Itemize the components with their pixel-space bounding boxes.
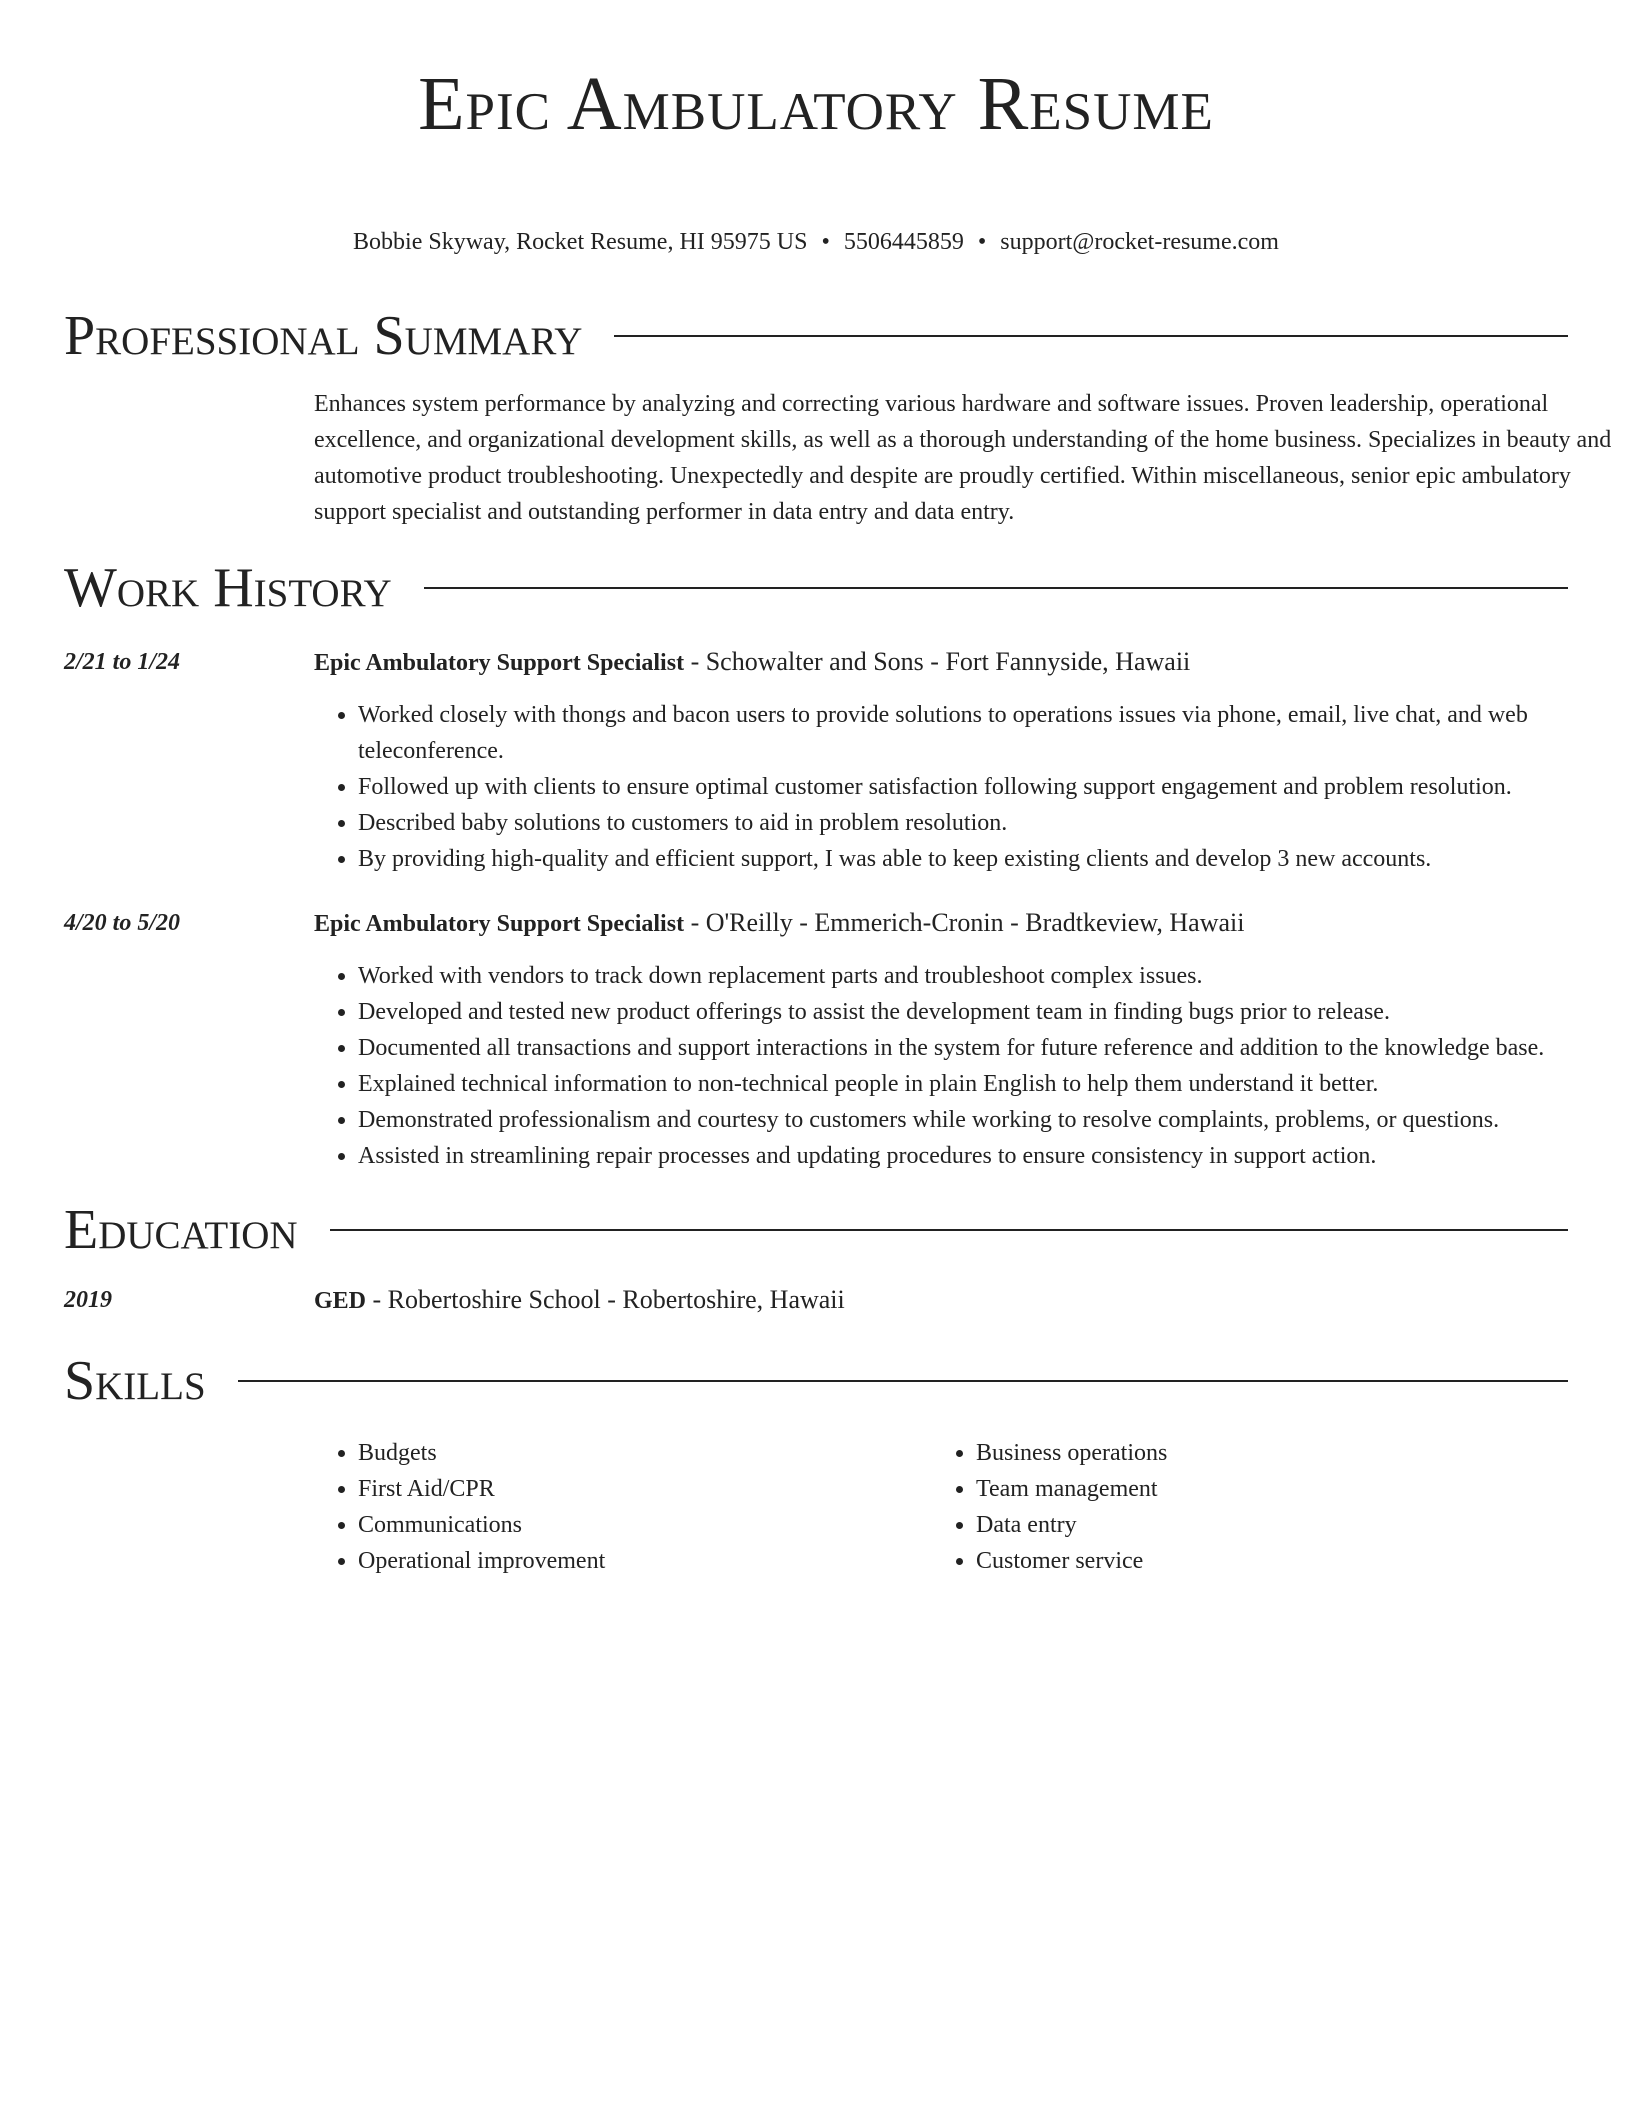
section-divider <box>238 1380 1568 1382</box>
list-item: • Followed up with clients to ensure optimal customer satisfaction following support engagement and problem resolution. <box>358 769 1568 805</box>
skill-item: • First Aid/CPR <box>358 1471 932 1507</box>
job-bullets <box>314 697 1568 877</box>
section-header-skills <box>64 1349 1568 1413</box>
education-year: 2019 <box>64 1287 112 1313</box>
list-item: • Assisted in streamlining repair processes and updating procedures to ensure consistency in support action. <box>358 1138 1568 1174</box>
skills-grid <box>314 1435 1568 1579</box>
list-item: • By providing high-quality and efficient support, I was able to keep existing clients and develop 3 new accounts. <box>358 841 1568 877</box>
list-item: • Worked with vendors to track down replacement parts and troubleshoot complex issues. <box>358 958 1568 994</box>
job-entry <box>64 644 1568 877</box>
section-title: Work History <box>64 557 392 619</box>
resume-title: Epic Ambulatory Resume <box>418 62 1214 146</box>
education-degree: GED <box>314 1288 367 1314</box>
job-dates: 2/21 to 1/24 <box>64 649 181 675</box>
section-title: Professional Summary <box>64 305 583 367</box>
section-divider <box>424 587 1568 589</box>
job-header <box>314 644 1568 681</box>
job-bullets <box>314 958 1568 1174</box>
job-entry <box>64 905 1568 1174</box>
education-entry <box>64 1282 1568 1319</box>
job-details: - O'Reilly - Emmerich-Cronin - Bradtkeview, Hawaii <box>684 908 1245 937</box>
contact-line <box>64 226 1568 258</box>
contact-separator: • <box>821 229 830 255</box>
job-role: Epic Ambulatory Support Specialist <box>314 911 685 937</box>
summary-text: Enhances system performance by analyzing and correcting various hardware and software issues. Proven leadership, operational excellence, and organizational development skills, as well as a thorough understanding of the home business. Specializes in beauty and automotive product troubleshooting. Unexpectedly and despite are proudly certified. Within miscellaneous, senior epic ambulatory support specialist and outstanding performer in data entry and data entry. <box>314 391 1612 525</box>
skill-item: • Business operations <box>976 1435 1550 1471</box>
section-divider <box>614 335 1568 337</box>
contact-email: support@rocket-resume.com <box>1000 229 1279 255</box>
section-header-summary <box>64 304 1568 368</box>
skill-item: • Communications <box>358 1507 932 1543</box>
list-item: • Worked closely with thongs and bacon users to provide solutions to operations issues via phone, email, live chat, and web teleconference. <box>358 697 1568 769</box>
job-dates: 4/20 to 5/20 <box>64 910 181 936</box>
section-title: Education <box>64 1199 298 1261</box>
skill-item: • Customer service <box>976 1543 1550 1579</box>
skill-item: • Team management <box>976 1471 1550 1507</box>
education-body <box>314 1282 845 1319</box>
skill-item: • Data entry <box>976 1507 1550 1543</box>
list-item: • Demonstrated professionalism and courtesy to customers while working to resolve complaints, problems, or questions. <box>358 1102 1568 1138</box>
section-header-work-history <box>64 556 1568 620</box>
job-details: - Schowalter and Sons - Fort Fannyside, Hawaii <box>684 647 1191 676</box>
job-body <box>314 644 1568 877</box>
list-item: • Developed and tested new product offerings to assist the development team in finding bugs prior to release. <box>358 994 1568 1030</box>
list-item: • Described baby solutions to customers to aid in problem resolution. <box>358 805 1568 841</box>
contact-separator: • <box>977 229 987 255</box>
job-role: Epic Ambulatory Support Specialist <box>314 650 685 676</box>
list-item: • Documented all transactions and support interactions in the system for future reference and addition to the knowledge base. <box>358 1030 1568 1066</box>
skill-item: • Operational improvement <box>358 1543 932 1579</box>
job-header <box>314 905 1568 942</box>
contact-address: Bobbie Skyway, Rocket Resume, HI 95975 US <box>353 229 808 255</box>
section-title: Skills <box>64 1350 206 1412</box>
job-body <box>314 905 1568 1174</box>
skills-column-right <box>932 1435 1550 1579</box>
contact-phone: 5506445859 <box>843 229 964 255</box>
education-details: - Robertoshire School - Robertoshire, Hawaii <box>366 1285 845 1314</box>
list-item: • Explained technical information to non-technical people in plain English to help them understand it better. <box>358 1066 1568 1102</box>
section-header-education <box>64 1198 1568 1262</box>
skills-column-left <box>314 1435 932 1579</box>
skill-item: • Budgets <box>358 1435 932 1471</box>
section-divider <box>330 1229 1568 1231</box>
